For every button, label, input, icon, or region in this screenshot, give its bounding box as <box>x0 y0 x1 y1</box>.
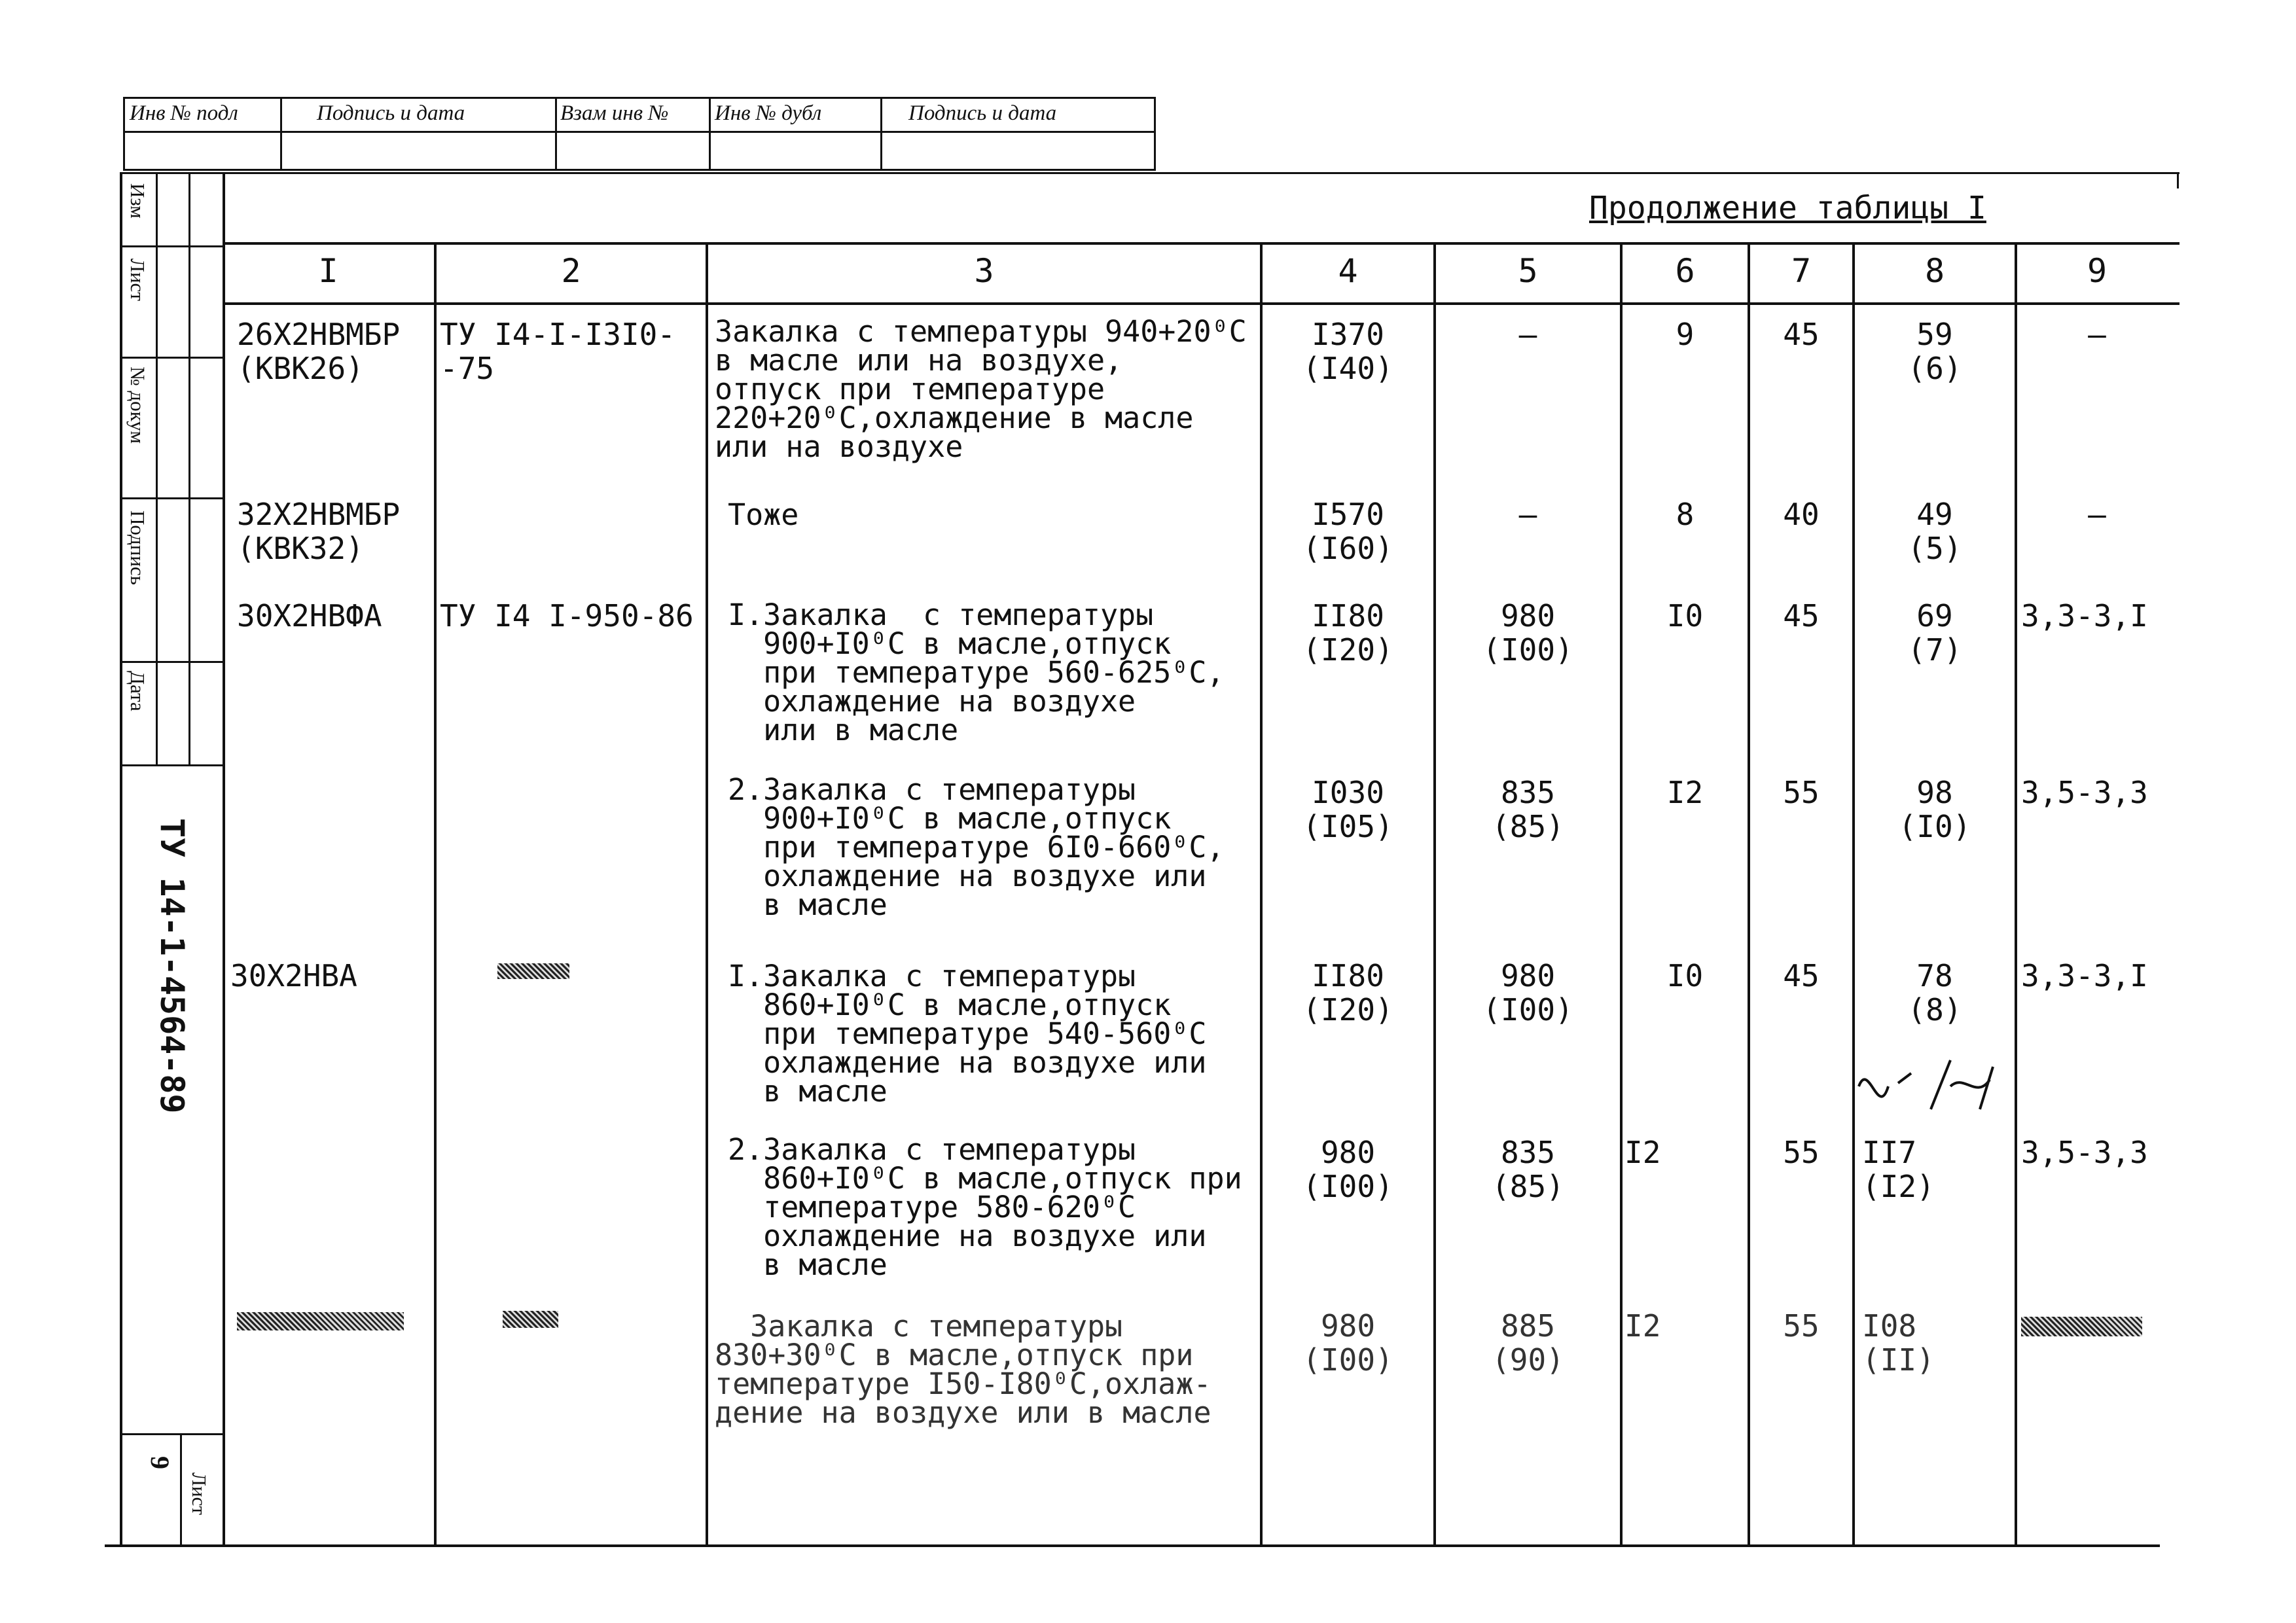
value-col8: 59 (6) <box>1907 317 1962 386</box>
value-col9: 3,5-3,3 <box>2021 775 2148 810</box>
column-number: 9 <box>2087 252 2108 290</box>
value-col6: I0 <box>1666 598 1704 633</box>
value-col5: 835 (85) <box>1492 775 1564 844</box>
value-col5: 980 (I00) <box>1482 958 1573 1027</box>
value-col9: 3,5-3,3 <box>2021 1135 2148 1170</box>
steel-grade: 30Х2НВФА <box>237 598 382 633</box>
value-col5: – <box>1518 497 1537 532</box>
value-col4: I030 (I05) <box>1302 775 1393 844</box>
value-col7: 55 <box>1783 1135 1820 1170</box>
tu-reference: ТУ I4-I-I3I0- -75 <box>440 317 676 386</box>
side-label-podpis: Подпись <box>126 510 149 585</box>
value-col4: I570 (I60) <box>1302 497 1393 566</box>
sheet-number: 9 <box>145 1456 175 1469</box>
value-col6: 9 <box>1676 317 1695 352</box>
value-col8: II7 (I2) <box>1862 1135 1935 1204</box>
value-col8: 98 (I0) <box>1898 775 1971 844</box>
table-continuation-heading: Продолжение таблицы I <box>1589 190 1986 226</box>
value-col7: 40 <box>1783 497 1820 532</box>
value-col4: 980 (I00) <box>1302 1308 1393 1378</box>
stamp-label-inv-podl: Инв № подл <box>130 101 238 125</box>
value-col6: I2 <box>1666 775 1704 810</box>
heat-treatment: I.Закалка с температуры 860+I0⁰С в масле,отпуск при температуре 540-560⁰С охлаждение на воздухе или в масле <box>728 959 1207 1109</box>
value-col8: 49 (5) <box>1907 497 1962 566</box>
value-col6: I2 <box>1624 1308 1661 1344</box>
value-col5: 885 (90) <box>1492 1308 1564 1378</box>
column-number: 6 <box>1675 252 1695 290</box>
tu-reference: ТУ I4 I-950-86 <box>440 598 694 633</box>
heat-treatment: Закалка с температуры 940+20⁰С в масле или на воздухе, отпуск при температуре 220+20⁰С,охлаждение в масле или на воздухе <box>715 314 1247 464</box>
value-col5: 980 (I00) <box>1482 598 1573 668</box>
column-number: 7 <box>1791 252 1812 290</box>
value-col7: 55 <box>1783 1308 1820 1344</box>
value-col8: I08 (II) <box>1862 1308 1935 1378</box>
stamp-label-inv-dubl: Инв № дубл <box>715 101 822 125</box>
side-label-list: Лист <box>126 259 149 301</box>
steel-grade: 26Х2НВМБР (КВК26) <box>237 317 401 386</box>
column-number: 2 <box>561 252 581 290</box>
side-label-n-dokum: № докум <box>126 366 149 444</box>
value-col9: 3,3-3,I <box>2021 598 2148 633</box>
heat-treatment: Тоже <box>728 497 799 532</box>
document-number: ТУ 14-1-4564-89 <box>153 818 191 1114</box>
handwritten-mark <box>1852 1047 2003 1126</box>
illegible-grade <box>237 1312 404 1330</box>
column-number: 3 <box>974 252 994 290</box>
illegible-stamp <box>503 1311 558 1328</box>
side-label-data: Дата <box>126 671 149 711</box>
stamp-label-signature-date-2: Подпись и дата <box>908 101 1057 125</box>
column-number: 4 <box>1338 252 1358 290</box>
value-col5: – <box>1518 317 1537 352</box>
value-col6: 8 <box>1676 497 1695 532</box>
value-col6: I2 <box>1624 1135 1661 1170</box>
value-col9: – <box>2088 317 2106 352</box>
illegible-stamp <box>497 963 569 979</box>
value-col4: II80 (I20) <box>1302 958 1393 1027</box>
column-number: 5 <box>1518 252 1538 290</box>
column-number: 8 <box>1924 252 1945 290</box>
value-col4: 980 (I00) <box>1302 1135 1393 1204</box>
value-col9: – <box>2088 497 2106 532</box>
heat-treatment: Закалка с температуры 830+30⁰С в масле,отпуск при температуре I50-I80⁰С,охлаж- дение на воздухе или в масле <box>715 1309 1211 1430</box>
column-number: I <box>318 252 338 290</box>
value-col7: 45 <box>1783 598 1820 633</box>
heat-treatment: 2.Закалка с температуры 860+I0⁰С в масле,отпуск при температуре 580-620⁰С охлаждение на воздухе или в масле <box>728 1132 1242 1282</box>
steel-grade: 30Х2НВА <box>230 958 357 993</box>
stamp-label-signature-date: Подпись и дата <box>317 101 465 125</box>
value-col6: I0 <box>1666 958 1704 993</box>
steel-grade: 32Х2НВМБР (КВК32) <box>237 497 401 566</box>
value-col4: II80 (I20) <box>1302 598 1393 668</box>
side-label-izm: Изм <box>126 183 149 219</box>
stamp-label-vzam-inv: Взам инв № <box>560 101 669 125</box>
value-col8: 69 (7) <box>1907 598 1962 668</box>
value-col5: 835 (85) <box>1492 1135 1564 1204</box>
value-col4: I370 (I40) <box>1302 317 1393 386</box>
value-col7: 45 <box>1783 958 1820 993</box>
illegible-value <box>2021 1317 2142 1336</box>
heat-treatment: 2.Закалка с температуры 900+I0⁰С в масле,отпуск при температуре 6I0-660⁰С, охлаждение на воздухе или в масле <box>728 772 1225 922</box>
value-col8: 78 (8) <box>1907 958 1962 1027</box>
value-col7: 45 <box>1783 317 1820 352</box>
value-col7: 55 <box>1783 775 1820 810</box>
value-col9: 3,3-3,I <box>2021 958 2148 993</box>
heat-treatment: I.Закалка с температуры 900+I0⁰С в масле,отпуск при температуре 560-625⁰С, охлаждение на воздухе или в масле <box>728 597 1225 747</box>
sheet-label: Лист <box>188 1472 211 1515</box>
